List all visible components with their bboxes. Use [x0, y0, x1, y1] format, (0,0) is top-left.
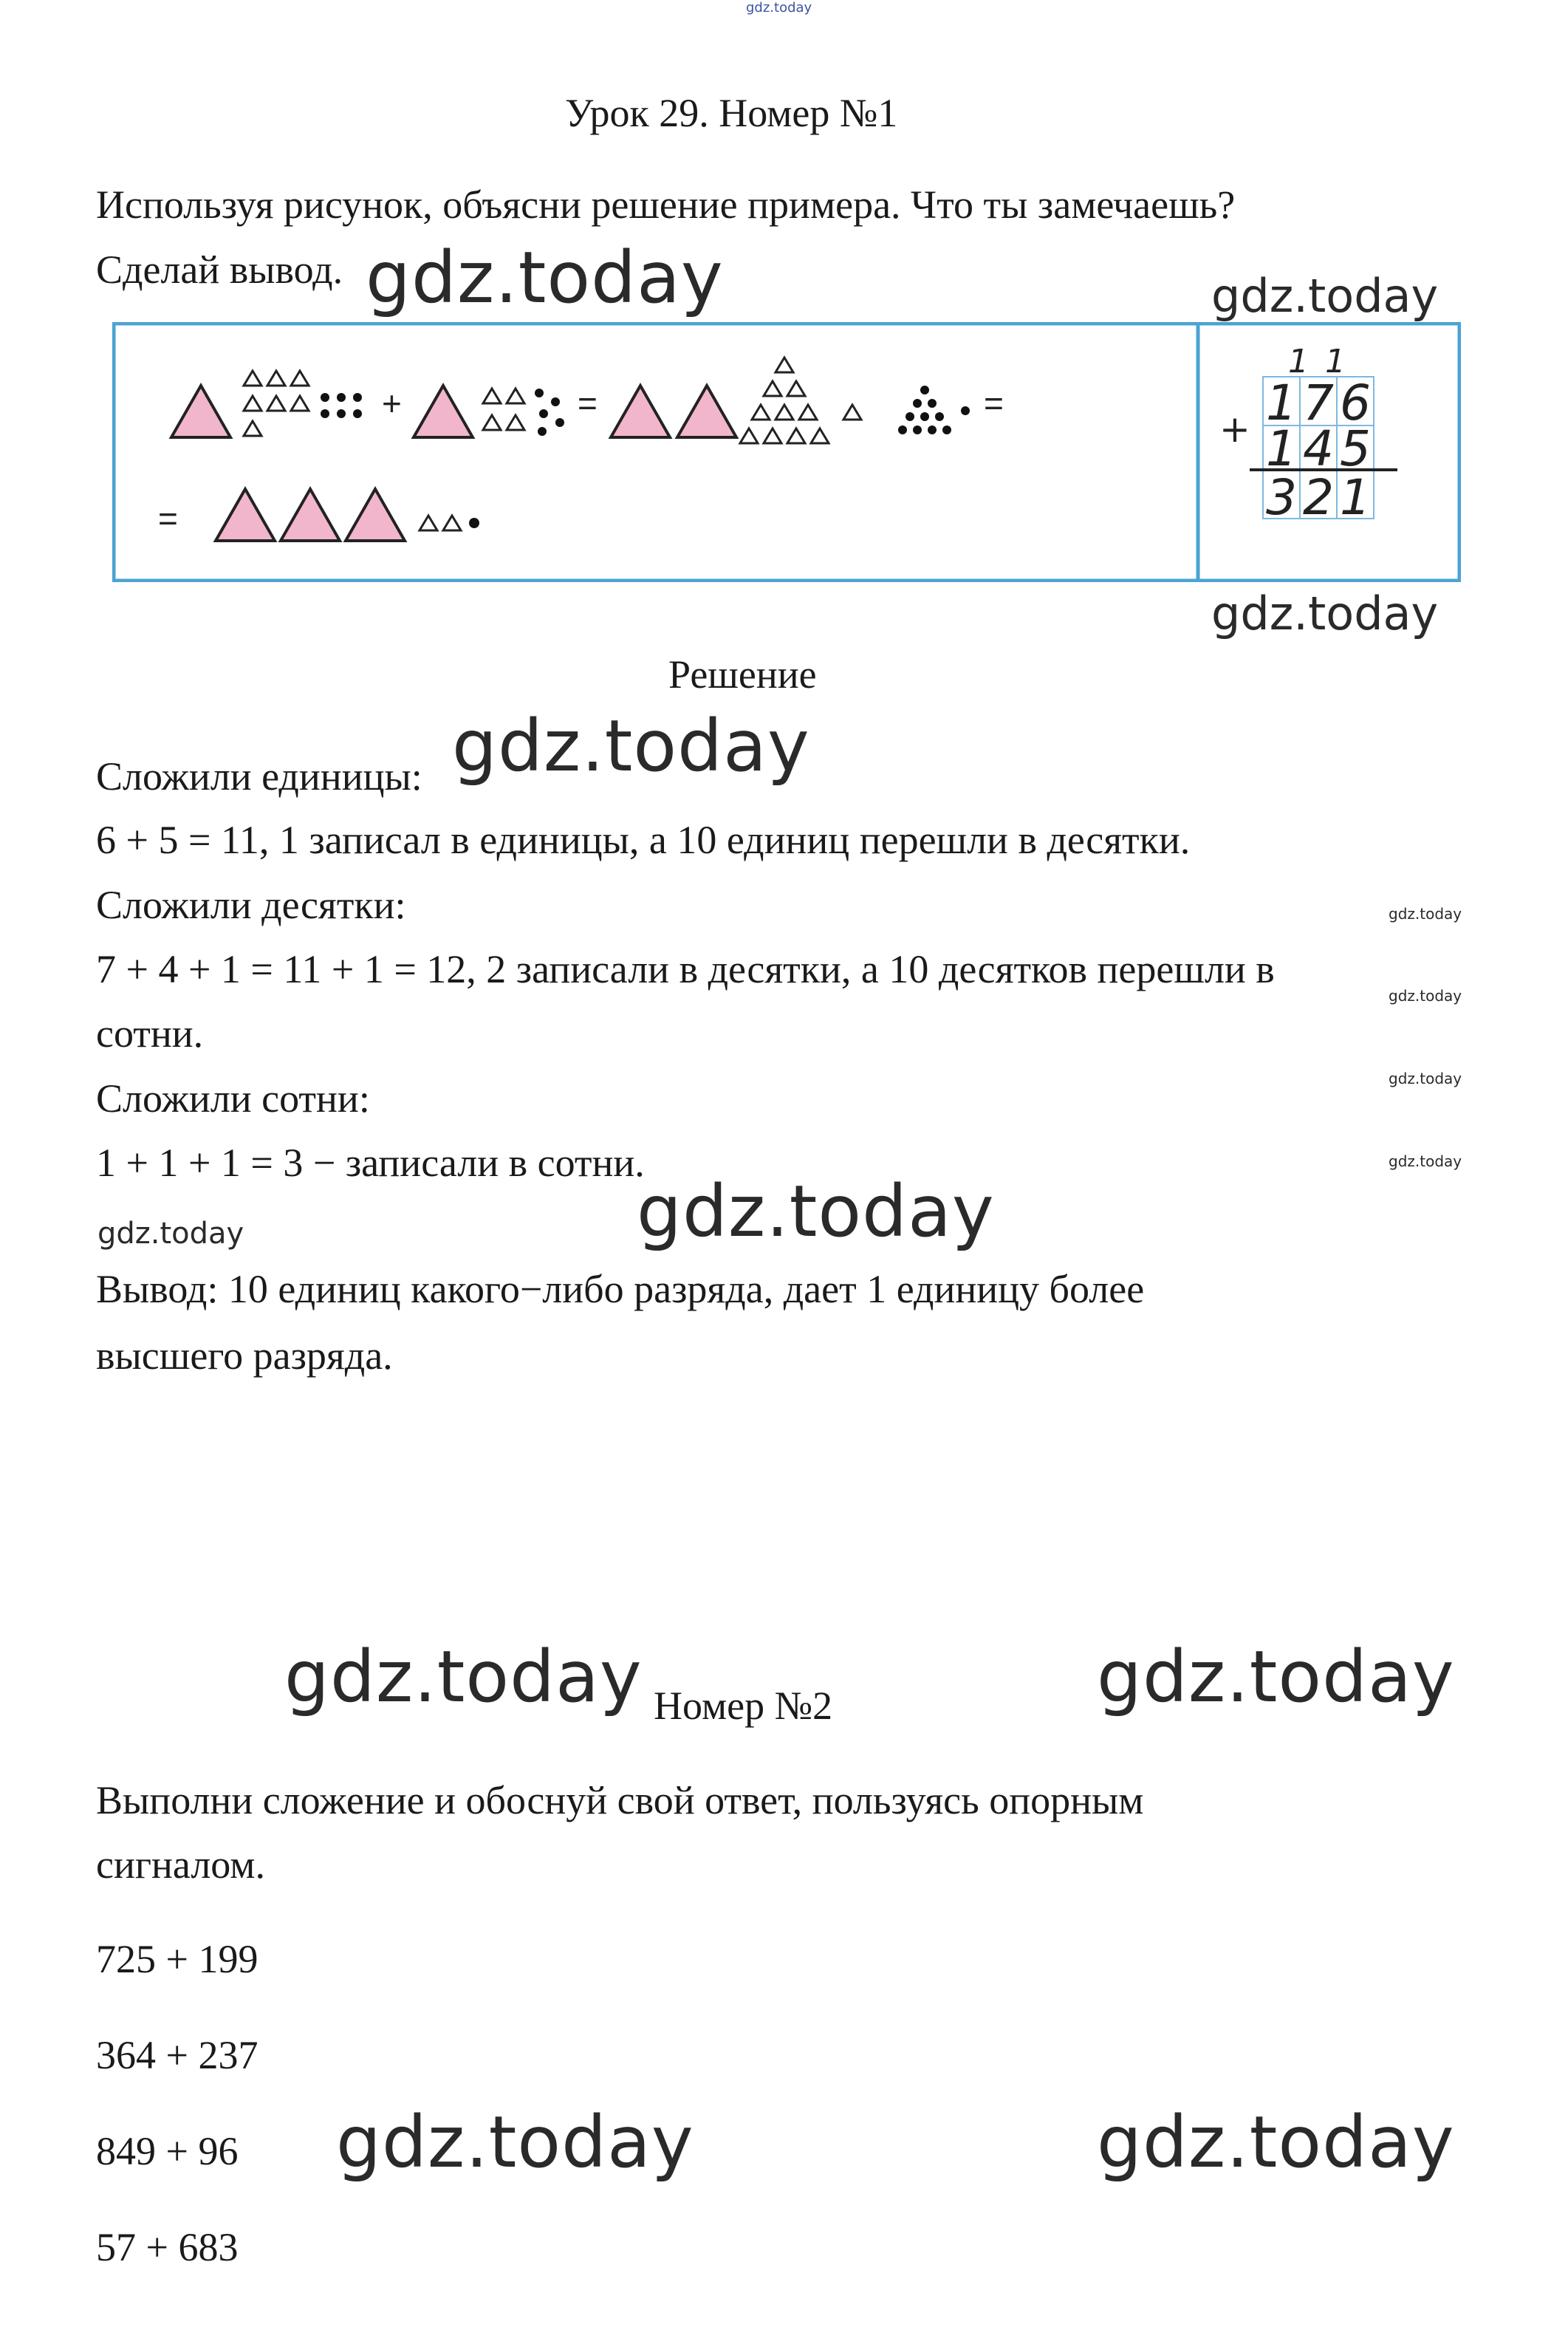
solution-line: Сложили десятки:	[96, 883, 406, 927]
equals-sign: =	[984, 384, 1004, 423]
watermark: gdz.today	[1097, 1636, 1455, 1718]
sum-digit: 2	[1303, 469, 1334, 526]
conclusion-line: высшего разряда.	[96, 1333, 393, 1378]
sum-digit: 3	[1266, 469, 1297, 526]
watermark: gdz.today	[1211, 269, 1439, 323]
watermark: gdz.today	[1097, 2101, 1455, 2184]
example-item: 57 + 683	[96, 2225, 239, 2269]
plus-sign: +	[382, 384, 402, 423]
addend2-digit: 1	[1266, 420, 1297, 477]
example-item: 364 + 237	[96, 2033, 259, 2077]
equals-sign: =	[578, 384, 598, 423]
example-item: 725 + 199	[96, 1937, 259, 1981]
watermark: gdz.today	[97, 1217, 244, 1251]
carry-digit: 1	[1288, 343, 1309, 380]
watermark: gdz.today	[452, 705, 810, 787]
solution-line: 6 + 5 = 11, 1 записал в единицы, а 10 единиц перешли в десятки.	[96, 818, 1191, 862]
solution-line: сотни.	[96, 1011, 204, 1056]
watermark: gdz.today	[1389, 1152, 1462, 1170]
task-text-line-2: Сделай вывод.	[96, 247, 343, 292]
watermark: gdz.today	[1389, 987, 1462, 1005]
task-text-line-2: сигналом.	[96, 1842, 265, 1887]
page-title: Урок 29. Номер №1	[565, 91, 898, 135]
watermark: gdz.today	[366, 236, 724, 319]
example-item: 849 + 96	[96, 2129, 239, 2173]
watermark: gdz.today	[1211, 587, 1439, 640]
solution-line: 1 + 1 + 1 = 3 − записали в сотни.	[96, 1141, 645, 1185]
solution-line: Сложили единицы:	[96, 754, 422, 799]
addend1-digit: 1	[1266, 375, 1297, 431]
plus-sign: +	[1219, 408, 1250, 451]
ones-dot-icon	[469, 518, 479, 528]
addend2-digit: 4	[1303, 420, 1334, 477]
addend1-digit: 6	[1340, 375, 1371, 431]
watermark: gdz.today	[1389, 1070, 1462, 1087]
watermark-top: gdz.today	[746, 0, 812, 16]
solution-line: Сложили сотни:	[96, 1076, 370, 1121]
solution-line: 7 + 4 + 1 = 11 + 1 = 12, 2 записали в десятки, а 10 десятков перешли в	[96, 947, 1275, 991]
sum-digit: 1	[1340, 469, 1371, 526]
addend1-digit: 7	[1303, 375, 1334, 431]
solution-heading: Решение	[668, 652, 817, 697]
watermark: gdz.today	[637, 1170, 995, 1253]
conclusion-line: Вывод: 10 единиц какого−либо разряда, дает 1 единицу более	[96, 1267, 1145, 1311]
carry-digit: 1	[1325, 343, 1346, 380]
equals-sign: =	[158, 499, 178, 538]
task-text-line-1: Выполни сложение и обоснуй свой ответ, пользуясь опорным	[96, 1778, 1144, 1822]
watermark: gdz.today	[1389, 905, 1462, 923]
section-title: Номер №2	[654, 1684, 833, 1728]
textbook-figure	[112, 322, 1461, 582]
addend2-digit: 5	[1340, 420, 1371, 477]
task-text-line-1: Используя рисунок, объясни решение примера. Что ты замечаешь?	[96, 182, 1236, 227]
watermark: gdz.today	[336, 2101, 694, 2184]
watermark: gdz.today	[284, 1636, 643, 1718]
